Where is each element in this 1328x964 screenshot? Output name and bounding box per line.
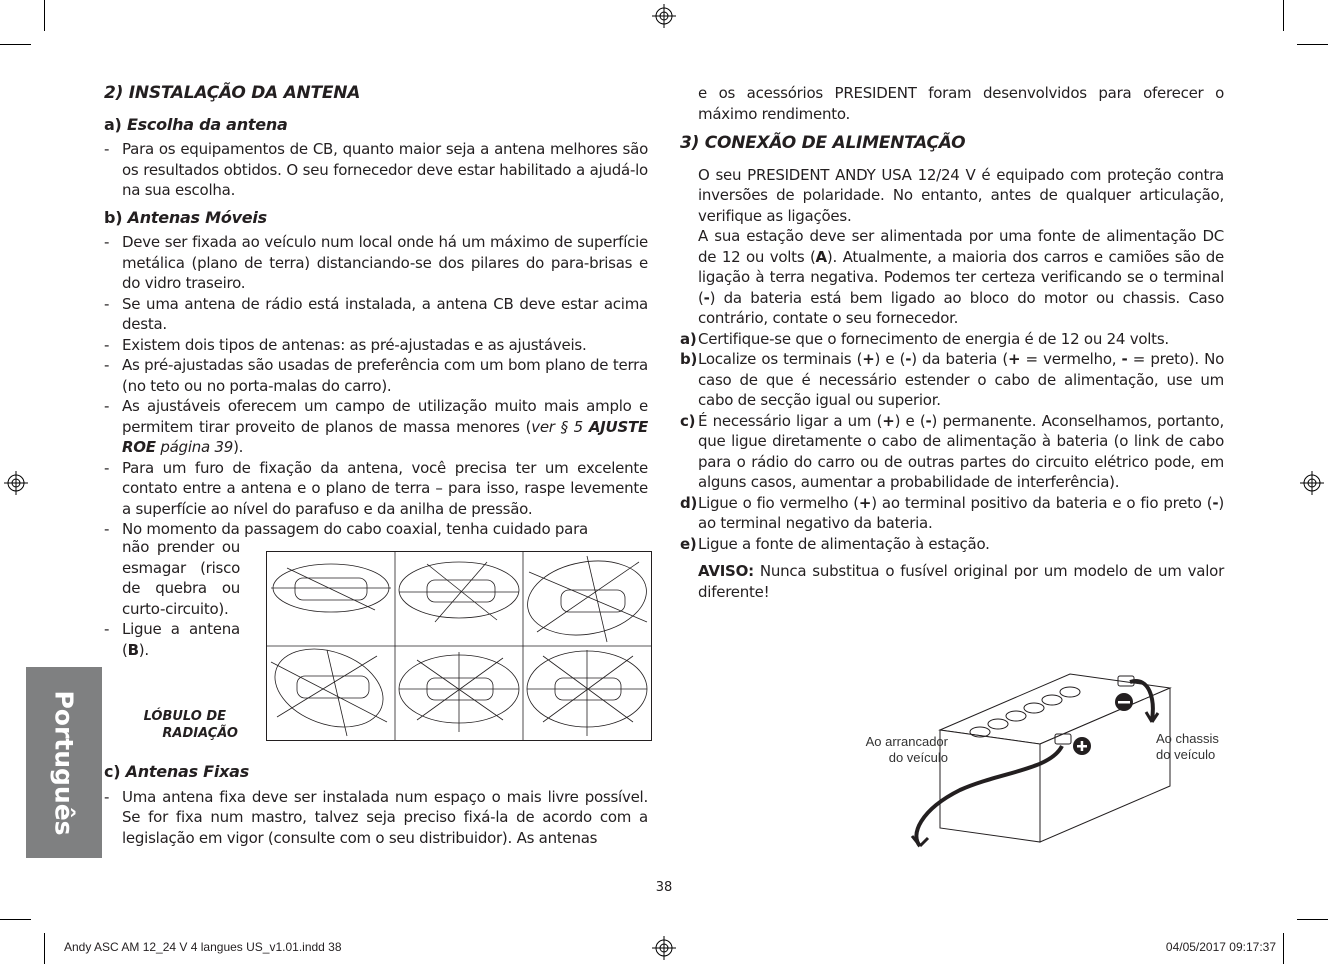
crop-mark (44, 0, 45, 31)
registration-mark-icon (652, 4, 676, 28)
crop-mark (0, 919, 31, 920)
list-item: - Se uma antena de rádio está instalada, a antena CB deve estar acima desta. (104, 294, 648, 335)
left-column-lower (104, 762, 648, 848)
crop-mark (1297, 919, 1328, 920)
intro-paragraph: O seu PRESIDENT ANDY USA 12/24 V é equipado com proteção contra inversões de polaridade. No entanto, antes de qualquer articulação, verifique as ligações. (698, 165, 1224, 225)
list-item: - No momento da passagem do cabo coaxial, tenha cuidado para (104, 519, 648, 540)
crop-mark (0, 44, 31, 45)
list-item: - Uma antena fixa deve ser instalada num espaço o mais livre possível. Se for fixa num mastro, talvez seja preciso fixá-la de acordo com a legislação em vigor (consulte com o seu distribuidor). As antenas (104, 787, 648, 849)
list-item: - As pré-ajustadas são usadas de preferência com um bom plano de terra (no teto ou no porta-malas do carro). (104, 355, 648, 396)
language-tab-label: Português (49, 689, 79, 836)
page-number: 38 (655, 880, 673, 895)
radiation-lobes-drawing (267, 552, 651, 740)
footer-date: 04/05/2017 09:17:37 (1165, 940, 1276, 954)
figure-caption: LÓBULO DE RADIAÇÃO (143, 709, 238, 741)
crop-mark (1283, 933, 1284, 964)
registration-mark-icon (1300, 471, 1324, 495)
list-item: - Para os equipamentos de CB, quanto maior seja a antena melhores são os resultados obtidos. O seu fornecedor deve estar habilitado a ajudá-lo na sua escolha. (104, 139, 648, 201)
label-to-chassis: Ao chassis do veículo (1156, 731, 1219, 762)
step-a: a) Certifique-se que o fornecimento de energia é de 12 ou 24 volts. (680, 329, 1169, 348)
left-narrow-text (104, 537, 240, 660)
step-c: c) É necessário ligar a um (+) e (-) permanente. Aconselhamos, portanto, que ligue diretamente o cabo de alimentação à bateria (o link de cabo para o rádio do carro ou de outras partes do circuito elétrico pode, em alguns casos, aumentar a probabilidade de interferência). (680, 411, 1225, 491)
language-tab (26, 667, 102, 858)
label-to-starter: Ao arrancador do veículo (865, 734, 948, 765)
registration-mark-icon (4, 471, 28, 495)
list-item: - Para um furo de fixação da antena, você precisa ter um excelente contato entre a antena e o plano de terra – para isso, raspe levemente a superfície ao nível do parafuso e da anilha de pressão. (104, 458, 648, 520)
right-column (680, 83, 1224, 602)
left-column (104, 83, 648, 540)
footer-filename: Andy ASC AM 12_24 V 4 langues US_v1.01.indd 38 (64, 940, 342, 954)
list-item: - Deve ser fixada ao veículo num local onde há um máximo de superfície metálica (plano de terra) distanciando-se dos pilares do para-brisas e do vidro traseiro. (104, 232, 648, 294)
crop-mark (1297, 44, 1328, 45)
step-d: d) Ligue o fio vermelho (+) ao terminal positivo da bateria e o fio preto (-) ao terminal negativo da bateria. (680, 493, 1224, 532)
section-title-power: 3) CONEXÃO DE ALIMENTAÇÃO (680, 133, 966, 153)
registration-mark-icon (652, 936, 676, 960)
crop-mark (1283, 0, 1284, 31)
subheading-antenna-choice: a) Escolha da antena (104, 114, 288, 134)
list-item: - Ligue a antena (B). (104, 619, 240, 660)
list-item-continuation: não prender ou esmagar (risco de quebra ou curto-circuito). (122, 538, 240, 618)
continuation-paragraph: e os acessórios PRESIDENT foram desenvolvidos para oferecer o máximo rendimento. (698, 84, 1224, 123)
radiation-lobe-figure (266, 551, 652, 741)
step-b: b) Localize os terminais (+) e (-) da bateria (+ = vermelho, - = preto). No caso de que é necessário estender o cabo de alimentação, use um cabo de secção igual ou superior. (680, 350, 1224, 409)
list-item: - As ajustáveis oferecem um campo de utilização muito mais amplo e permitem tirar proveito de planos de massa menores (ver § 5 AJUSTE ROE página 39). (104, 396, 648, 458)
subheading-mobile-antennas: b) Antenas Móveis (104, 207, 267, 227)
warning-note: AVISO: Nunca substitua o fusível original por um modelo de um valor diferente! (698, 562, 1224, 601)
list-item: - Existem dois tipos de antenas: as pré-ajustadas e as ajustáveis. (104, 335, 648, 356)
section-title-installation: 2) INSTALAÇÃO DA ANTENA (104, 83, 361, 103)
subheading-fixed-antennas: c) Antenas Fixas (104, 762, 249, 781)
crop-mark (44, 933, 45, 964)
step-e: e) Ligue a fonte de alimentação à estação. (680, 534, 990, 553)
intro-paragraph-2: A sua estação deve ser alimentada por uma fonte de alimentação DC de 12 ou volts (A). Atualmente, a maioria dos carros e camiões são de ligação à terra negativa. Podemos ter certeza verificando se o terminal (-) da bateria está bem ligado ao bloco do motor ou chassis. Caso contrário, contate o seu fornecedor. (698, 227, 1224, 327)
